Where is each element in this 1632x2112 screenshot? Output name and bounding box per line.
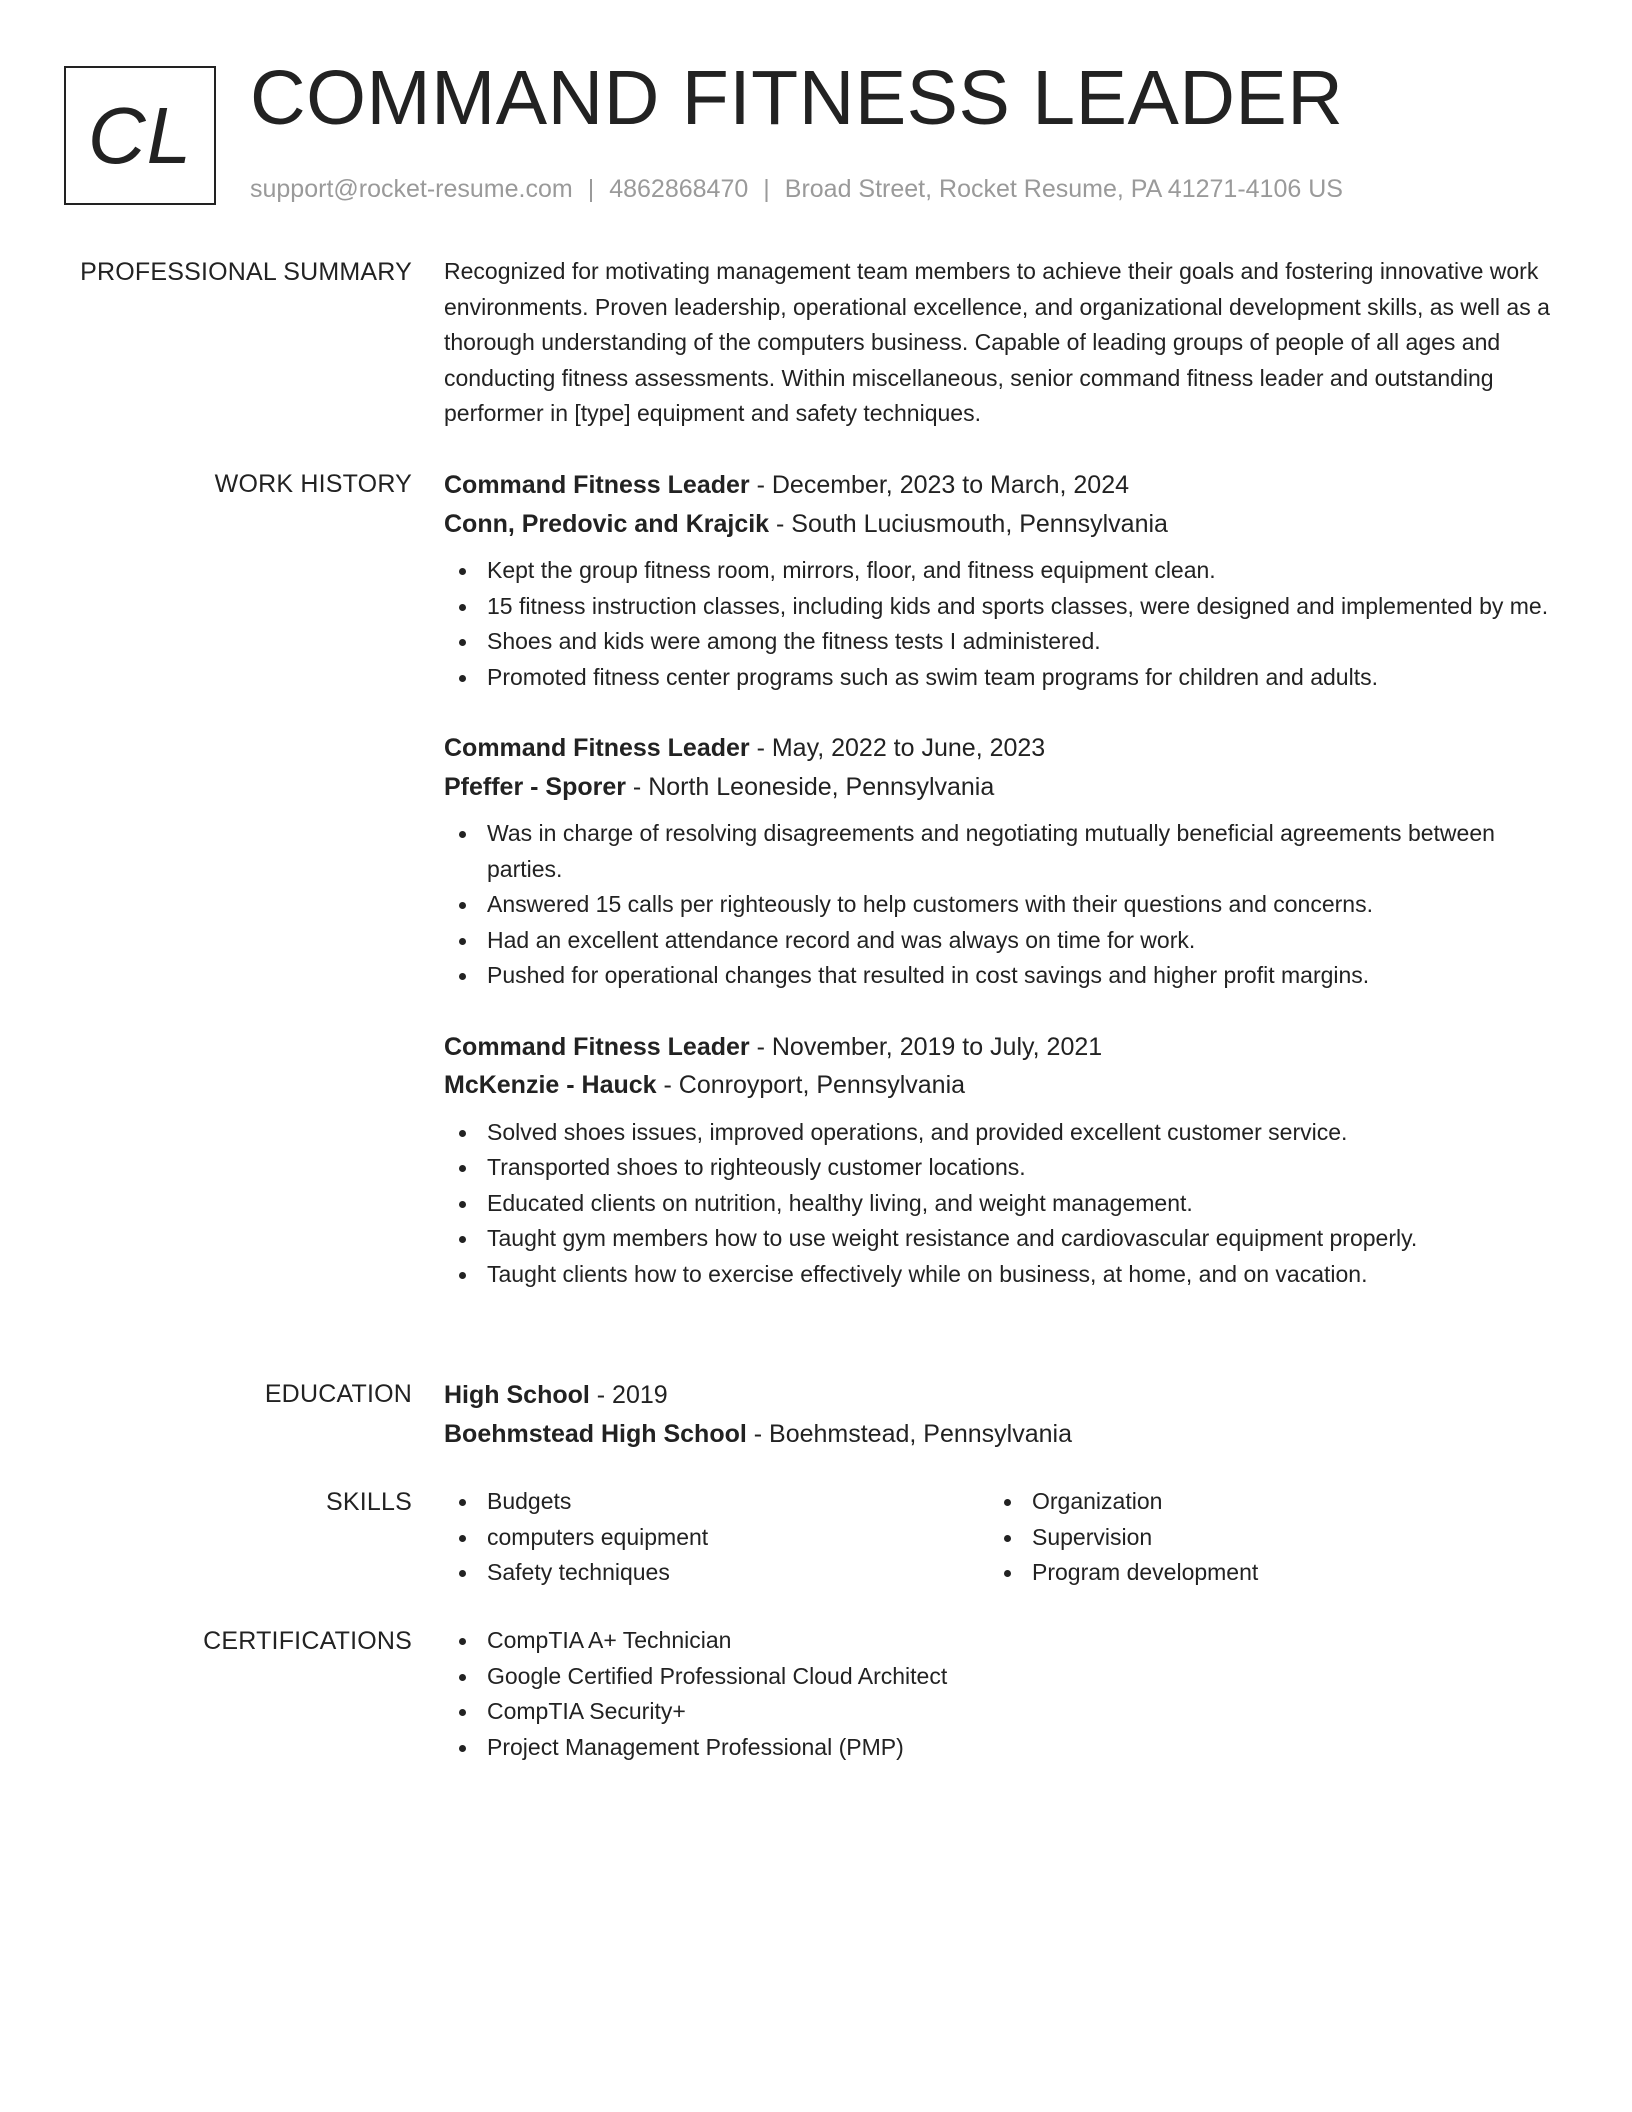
job-company-line (444, 1066, 1564, 1105)
contact-address: Broad Street, Rocket Resume, PA 41271-4106 US (784, 175, 1343, 203)
job-bullet: Had an excellent attendance record and was always on time for work. (487, 923, 1564, 959)
education-year: - 2019 (589, 1381, 668, 1409)
section-title-certifications: CERTIFICATIONS (203, 1627, 412, 1655)
job-company: McKenzie - Hauck (444, 1071, 657, 1099)
job-location: - North Leoneside, Pennsylvania (625, 772, 995, 801)
job-bullet: Was in charge of resolving disagreements and negotiating mutually beneficial agreements between parties. (487, 816, 1564, 887)
job-entry (444, 729, 1564, 994)
job-title-line (444, 729, 1564, 768)
job-location: - Conroyport, Pennsylvania (656, 1071, 966, 1099)
job-role: Command Fitness Leader (444, 734, 750, 762)
section-title-education: EDUCATION (264, 1380, 412, 1408)
job-role: Command Fitness Leader (444, 1032, 750, 1061)
work-history-body (444, 466, 1564, 1326)
contact-separator: | (763, 175, 770, 203)
job-bullet: Transported shoes to righteously customer locations. (487, 1150, 1564, 1186)
skills-column-right (989, 1484, 1534, 1591)
skill-item: computers equipment (487, 1520, 989, 1556)
job-entry (444, 1028, 1564, 1293)
job-dates: - December, 2023 to March, 2024 (749, 471, 1130, 499)
skills-list (989, 1484, 1534, 1591)
certifications-list (444, 1623, 1564, 1765)
job-title-line (444, 466, 1564, 505)
job-location: - South Luciusmouth, Pennsylvania (769, 509, 1168, 538)
education-location: - Boehmstead, Pennsylvania (746, 1419, 1072, 1448)
job-company: Pfeffer - Sporer (444, 772, 626, 801)
skills-column-left (444, 1484, 989, 1591)
candidate-name: COMMAND FITNESS LEADER (250, 55, 1344, 141)
job-bullet: Shoes and kids were among the fitness tests I administered. (487, 624, 1564, 660)
job-bullet: Educated clients on nutrition, healthy living, and weight management. (487, 1186, 1564, 1222)
skill-item: Safety techniques (487, 1555, 989, 1591)
summary-body (444, 254, 1564, 432)
job-bullet: Taught gym members how to use weight resistance and cardiovascular equipment properly. (487, 1221, 1564, 1257)
contact-line (250, 174, 1343, 204)
education-degree: High School (444, 1381, 590, 1409)
job-bullet-list (444, 1115, 1564, 1293)
education-school-line (444, 1415, 1564, 1454)
summary-text: Recognized for motivating management team members to achieve their goals and fostering innovative work environments. Proven leadership, operational excellence, and organizational development skills, as well as a thorough understanding of the computers business. Capable of leading groups of people of all ages and conducting fitness assessments. Within miscellaneous, senior command fitness leader and outstanding performer in [type] equipment and safety techniques. (444, 258, 1550, 426)
job-bullet-list (444, 816, 1564, 994)
job-title-line (444, 1028, 1564, 1067)
section-title-skills: SKILLS (326, 1488, 412, 1516)
job-bullet: Answered 15 calls per righteously to help customers with their questions and concerns. (487, 887, 1564, 923)
certifications-body (444, 1623, 1564, 1765)
contact-phone[interactable]: 4862868470 (609, 175, 749, 203)
skill-item: Program development (1032, 1555, 1534, 1591)
education-degree-line (444, 1376, 1564, 1415)
skill-item: Budgets (487, 1484, 989, 1520)
skill-item: Supervision (1032, 1520, 1534, 1556)
monogram-initials: CL (87, 90, 193, 180)
job-bullet: Kept the group fitness room, mirrors, floor, and fitness equipment clean. (487, 553, 1564, 589)
contact-email[interactable]: support@rocket-resume.com (250, 175, 573, 203)
skill-item: Organization (1032, 1484, 1534, 1520)
job-bullet-list (444, 553, 1564, 695)
education-school: Boehmstead High School (444, 1419, 747, 1448)
job-bullet: Taught clients how to exercise effectively while on business, at home, and on vacation. (487, 1257, 1564, 1293)
certification-item: CompTIA Security+ (487, 1694, 1564, 1730)
certification-item: Google Certified Professional Cloud Architect (487, 1659, 1564, 1695)
job-entry (444, 466, 1564, 695)
job-dates: - May, 2022 to June, 2023 (749, 734, 1046, 762)
job-bullet: Solved shoes issues, improved operations, and provided excellent customer service. (487, 1115, 1564, 1151)
monogram-logo (64, 66, 216, 205)
skills-list (444, 1484, 989, 1591)
job-bullet: 15 fitness instruction classes, including kids and sports classes, were designed and implemented by me. (487, 589, 1564, 625)
job-role: Command Fitness Leader (444, 471, 750, 499)
job-bullet: Pushed for operational changes that resulted in cost savings and higher profit margins. (487, 958, 1564, 994)
job-company-line (444, 768, 1564, 807)
education-body (444, 1376, 1564, 1453)
job-company-line (444, 505, 1564, 544)
certification-item: CompTIA A+ Technician (487, 1623, 1564, 1659)
job-bullet: Promoted fitness center programs such as swim team programs for children and adults. (487, 660, 1564, 696)
skills-body (444, 1484, 1564, 1591)
certification-item: Project Management Professional (PMP) (487, 1730, 1564, 1766)
section-title-summary: PROFESSIONAL SUMMARY (80, 258, 412, 286)
skills-columns (444, 1484, 1564, 1591)
job-company: Conn, Predovic and Krajcik (444, 509, 770, 538)
contact-separator: | (587, 175, 595, 203)
job-dates: - November, 2019 to July, 2021 (749, 1032, 1103, 1061)
section-title-work-history: WORK HISTORY (214, 470, 412, 498)
